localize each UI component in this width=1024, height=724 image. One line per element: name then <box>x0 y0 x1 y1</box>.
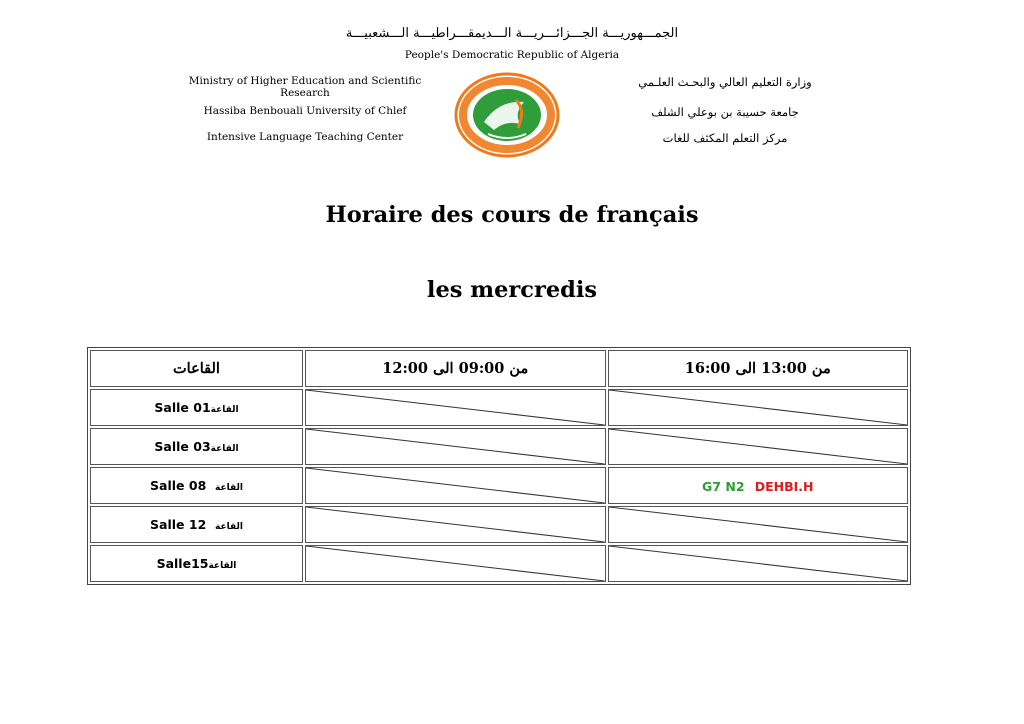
table-row <box>90 428 908 465</box>
column-header-morning: من 09:00 الى 12:00 <box>305 350 606 387</box>
room-label-ar: القاعة <box>208 561 237 571</box>
page-subtitle: les mercredis <box>426 277 598 303</box>
empty-slot-morning <box>305 506 606 543</box>
room-label-ar: القاعة <box>215 522 243 532</box>
header-university-en: Hassiba Benbouali University of Chlef <box>203 105 407 117</box>
table-header-row <box>90 350 908 387</box>
table-row <box>90 467 908 504</box>
university-logo <box>454 72 560 158</box>
room-label: Salle 12 <box>150 517 207 532</box>
table-row <box>90 545 908 582</box>
room-label: Salle 01 <box>154 400 211 415</box>
room-label-ar: القاعة <box>210 405 239 415</box>
empty-slot-afternoon <box>608 545 909 582</box>
empty-slot-afternoon <box>608 506 909 543</box>
column-header-afternoon: من 13:00 الى 16:00 <box>608 350 909 387</box>
table-row <box>90 389 908 426</box>
column-header-rooms: القاعات <box>90 350 303 387</box>
class-group: G7 N2 <box>702 479 745 494</box>
class-slot-afternoon <box>608 467 909 504</box>
header-center-ar: مركز التعلم المكثف للغات <box>662 131 788 145</box>
table-row <box>90 506 908 543</box>
header-arabic-republic: الجمـــهوريـــة الجـــزائـــريـــة الـــديمقـــراطيـــة الـــشعبيـــة <box>345 26 679 41</box>
room-cell <box>90 506 303 543</box>
empty-slot-morning <box>305 545 606 582</box>
room-label: Salle15 <box>156 556 209 571</box>
room-label-ar: القاعة <box>215 483 243 493</box>
empty-slot-morning <box>305 428 606 465</box>
empty-slot-afternoon <box>608 428 909 465</box>
schedule-table <box>87 347 911 585</box>
empty-slot-afternoon <box>608 389 909 426</box>
empty-slot-morning <box>305 467 606 504</box>
header-ministry-ar: وزارة التعليم العالي والبحـث العلـمي <box>638 75 812 89</box>
class-teacher: DEHBI.H <box>754 479 814 494</box>
room-cell <box>90 545 303 582</box>
header-university-ar: جامعة حسيبة بن بوعلي الشلف <box>651 105 799 119</box>
room-label: Salle 03 <box>154 439 211 454</box>
header-center-en: Intensive Language Teaching Center <box>206 131 404 143</box>
header-english-republic: People's Democratic Republic of Algeria <box>404 49 620 61</box>
room-label-ar: القاعة <box>210 444 239 454</box>
room-label: Salle 08 <box>150 478 207 493</box>
room-cell <box>90 389 303 426</box>
room-cell <box>90 428 303 465</box>
empty-slot-morning <box>305 389 606 426</box>
room-cell <box>90 467 303 504</box>
page-title: Horaire des cours de français <box>325 202 699 228</box>
header-ministry-en: Ministry of Higher Education and Scientific Research <box>188 75 422 99</box>
